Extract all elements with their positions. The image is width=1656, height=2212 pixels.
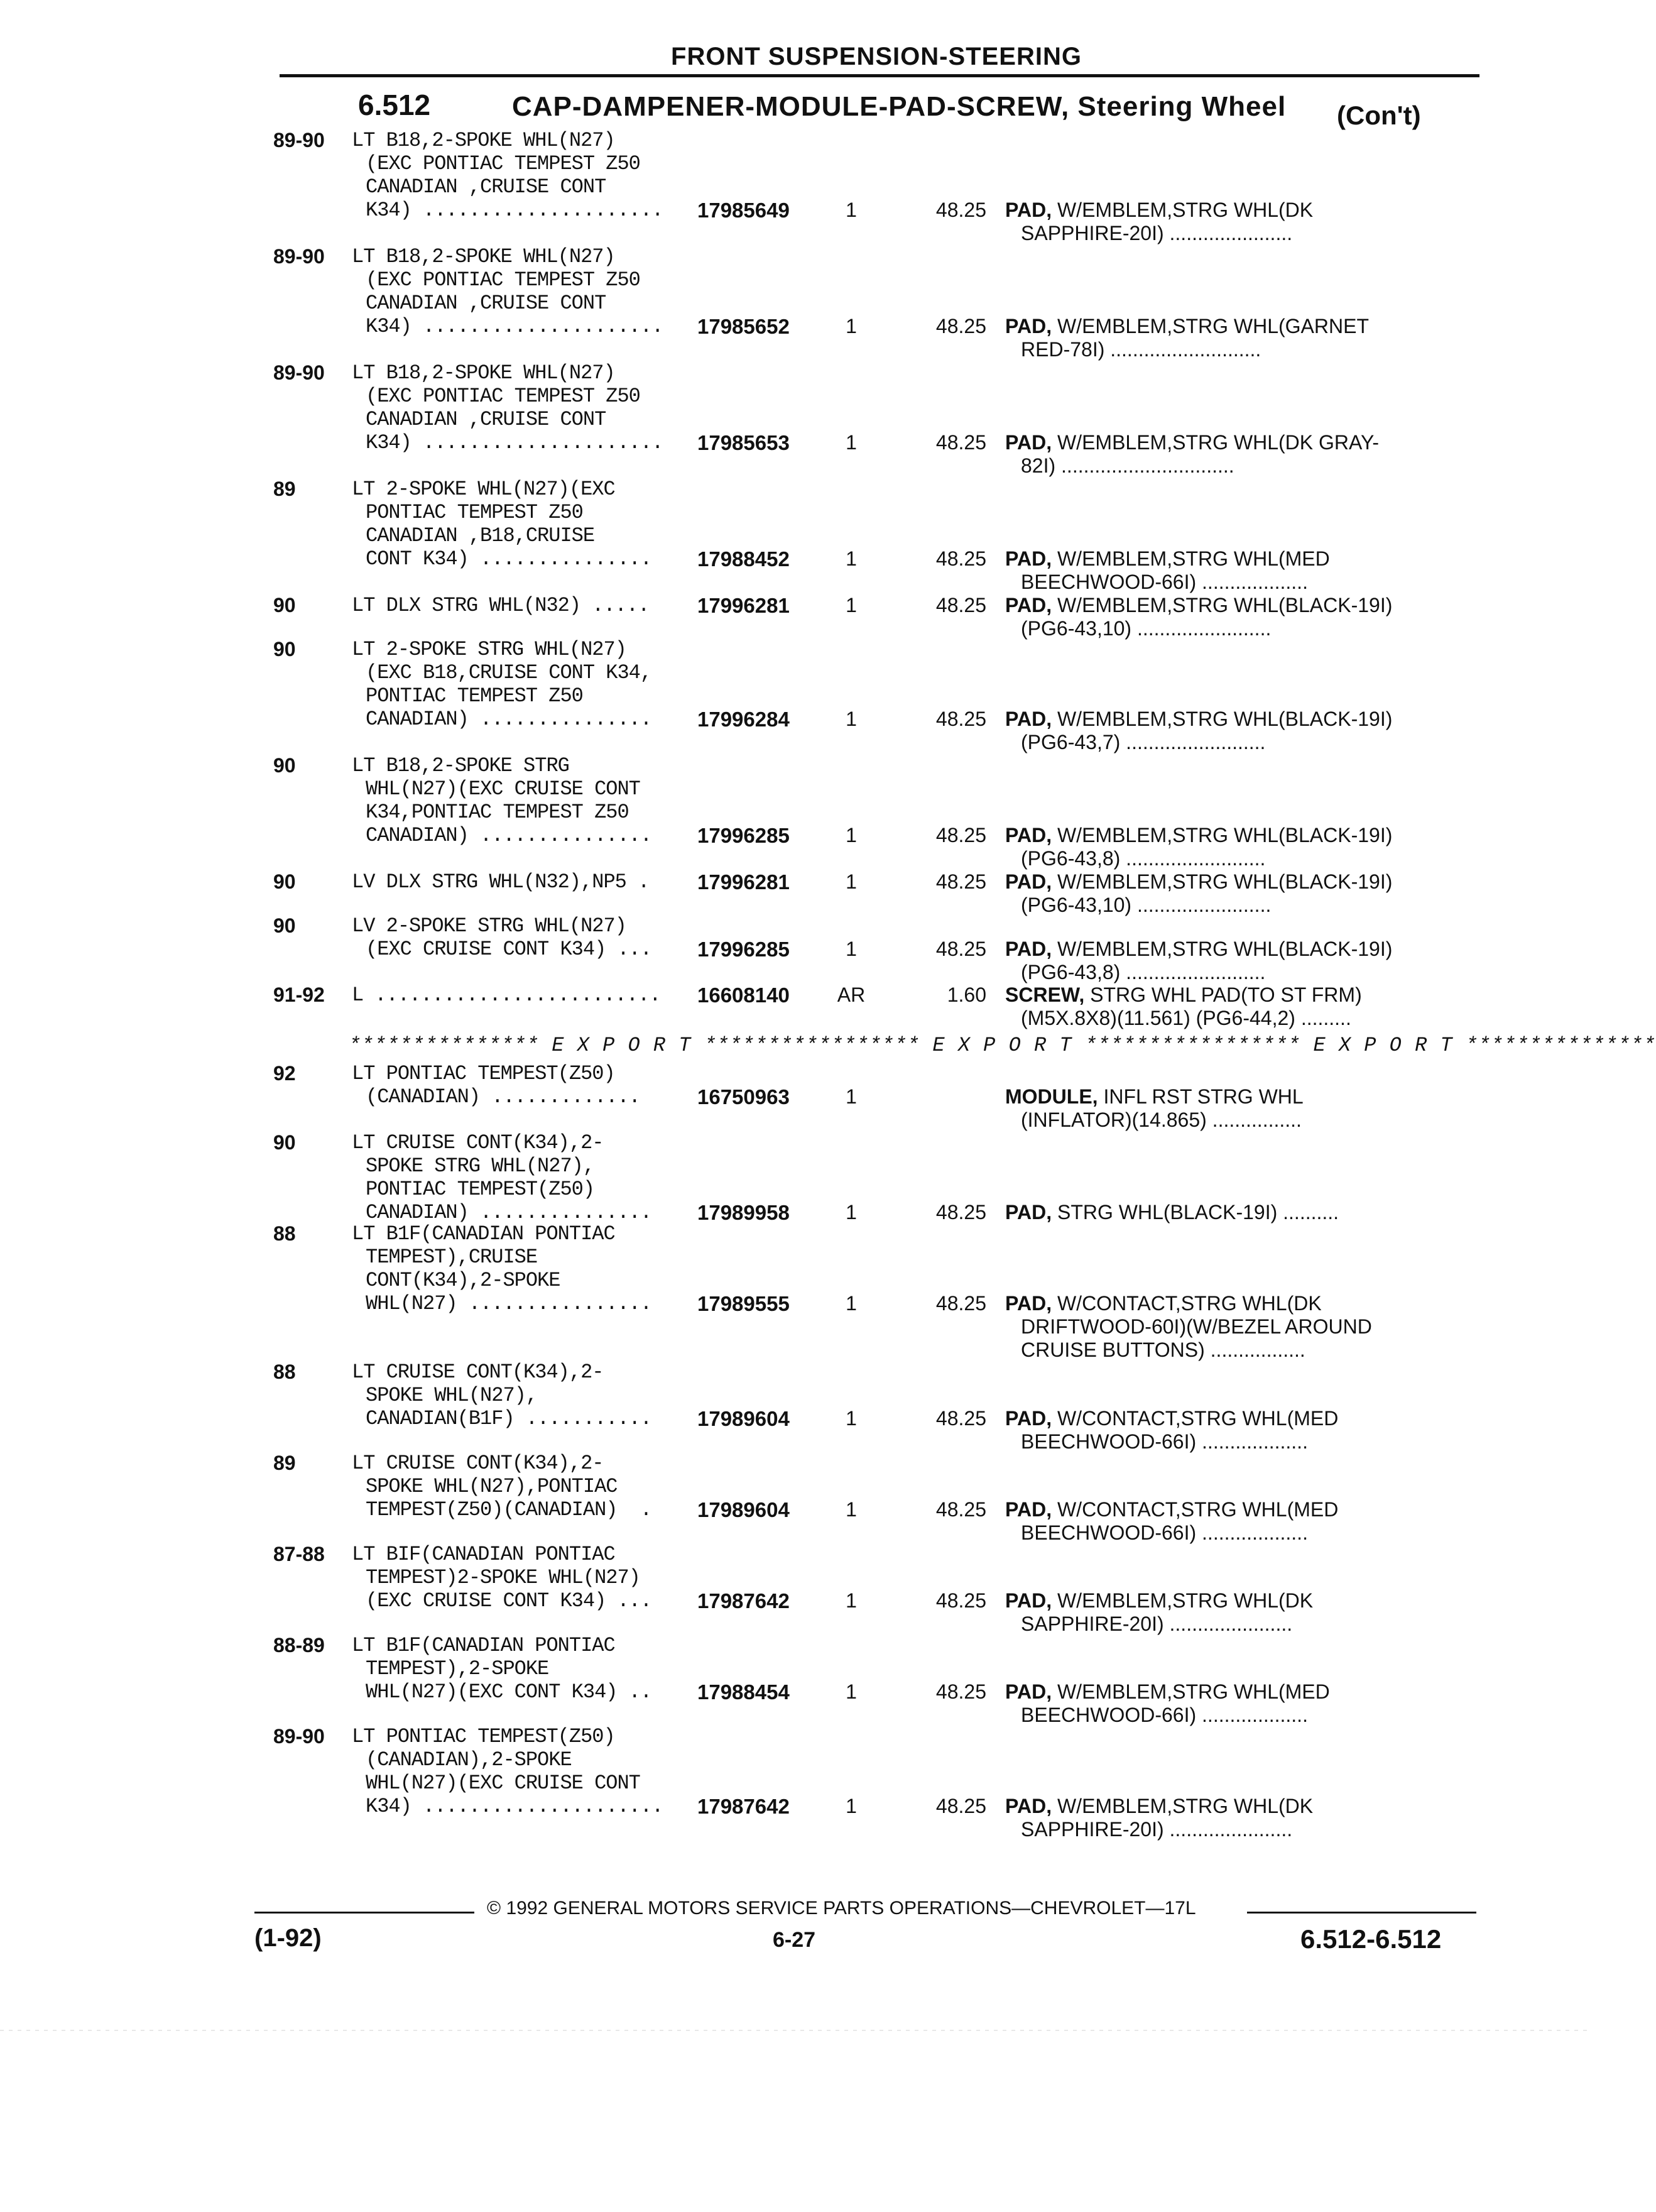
part-name-text: W/CONTACT,STRG WHL(MED (1057, 1407, 1339, 1430)
footer-page-number: 6-27 (773, 1928, 816, 1952)
description-line: LT BIF(CANADIAN PONTIAC (352, 1543, 615, 1566)
description-line: L ......................... (352, 983, 661, 1007)
part-name-line (1005, 983, 1470, 1007)
part-name-line (1005, 1589, 1470, 1612)
part-number: 17985653 (697, 431, 790, 454)
part-number: 17996281 (697, 594, 790, 617)
continued-label: (Con't) (1337, 101, 1421, 130)
price: 48.25 (935, 199, 986, 221)
description-line: (EXC PONTIAC TEMPEST Z50 (366, 268, 640, 292)
part-name-line (1005, 1407, 1470, 1430)
description-line: SPOKE WHL(N27),PONTIAC (366, 1475, 618, 1498)
section-title: CAP-DAMPENER-MODULE-PAD-SCREW, Steering Wheel (512, 91, 1287, 122)
part-name-line: (INFLATOR)(14.865) ................ (1021, 1109, 1302, 1131)
description-line: LT 2-SPOKE WHL(N27)(EXC (352, 478, 615, 501)
part-name-line: DRIFTWOOD-60I)(W/BEZEL AROUND (1021, 1315, 1372, 1338)
description-line: (EXC B18,CRUISE CONT K34, (366, 661, 652, 684)
part-name-text: W/CONTACT,STRG WHL(DK (1057, 1292, 1322, 1315)
entry-year: 88-89 (273, 1634, 325, 1656)
part-name-text: W/EMBLEM,STRG WHL(DK GRAY- (1057, 431, 1380, 454)
quantity: 1 (846, 1201, 857, 1224)
part-name (1005, 1498, 1470, 1545)
quantity: 1 (846, 1085, 857, 1108)
part-name-text: W/CONTACT,STRG WHL(MED (1057, 1498, 1339, 1521)
part-number: 17987642 (697, 1589, 790, 1612)
page-header-title: FRONT SUSPENSION-STEERING (671, 43, 1082, 70)
part-name-line: (PG6-43,10) ........................ (1021, 617, 1272, 640)
part-type: PAD, (1005, 431, 1052, 454)
part-name (1005, 824, 1470, 870)
entry-year: 90 (273, 914, 296, 937)
part-number: 17989604 (697, 1407, 790, 1430)
entry-description (352, 1634, 691, 1704)
part-name-text: W/EMBLEM,STRG WHL(BLACK-19I) (1057, 938, 1393, 960)
entry-description (352, 1062, 691, 1109)
entry-year: 89-90 (273, 1725, 325, 1748)
quantity: 1 (846, 824, 857, 846)
part-name-line (1005, 708, 1470, 731)
part-name (1005, 1407, 1470, 1454)
entry-year: 89-90 (273, 245, 325, 268)
entry-description (352, 1725, 691, 1818)
description-line: CANADIAN) ............... (366, 708, 652, 731)
part-name-line: BEECHWOOD-66I) ................... (1021, 1430, 1308, 1453)
part-type: PAD, (1005, 315, 1052, 337)
description-line: TEMPEST),CRUISE (366, 1246, 538, 1269)
entry-year: 88 (273, 1361, 296, 1383)
part-name-line: BEECHWOOD-66I) ................... (1021, 571, 1308, 593)
price: 48.25 (935, 870, 986, 893)
entry-year: 88 (273, 1222, 296, 1245)
part-name-text: W/EMBLEM,STRG WHL(BLACK-19I) (1057, 824, 1393, 846)
description-line: LT DLX STRG WHL(N32) ..... (352, 594, 650, 617)
part-number: 17996284 (697, 708, 790, 731)
description-line: CANADIAN) ............... (366, 824, 652, 847)
entry-description (352, 245, 691, 338)
price: 48.25 (935, 938, 986, 960)
part-name (1005, 1589, 1470, 1636)
price: 48.25 (935, 1680, 986, 1703)
description-line: K34) ..................... (366, 315, 663, 338)
part-type: PAD, (1005, 824, 1052, 846)
description-line: (CANADIAN) ............. (366, 1085, 640, 1109)
footer-section-range: 6.512-6.512 (1300, 1924, 1442, 1954)
part-name (1005, 870, 1470, 917)
entry-year: 89 (273, 478, 296, 500)
part-number: 17985649 (697, 199, 790, 222)
description-line: WHL(N27)(EXC CRUISE CONT (366, 1771, 640, 1795)
description-line: (EXC PONTIAC TEMPEST Z50 (366, 152, 640, 175)
part-name-line (1005, 824, 1470, 847)
entry-description (352, 870, 691, 894)
entry-description (352, 754, 691, 847)
part-number: 17996285 (697, 938, 790, 961)
part-name-text: W/EMBLEM,STRG WHL(BLACK-19I) (1057, 594, 1393, 616)
description-line: CANADIAN) ............... (366, 1201, 652, 1224)
part-name (1005, 1201, 1470, 1224)
quantity: 1 (846, 1407, 857, 1430)
part-name-line (1005, 1680, 1470, 1704)
footer-copyright: © 1992 GENERAL MOTORS SERVICE PARTS OPERATIONS—CHEVROLET—17L (487, 1898, 1196, 1919)
part-name-line (1005, 1292, 1470, 1315)
description-line: LT CRUISE CONT(K34),2- (352, 1361, 604, 1384)
part-name-line: SAPPHIRE-20I) ...................... (1021, 1818, 1293, 1841)
description-line: WHL(N27) ................ (366, 1292, 652, 1315)
description-line: K34) ..................... (366, 1795, 663, 1818)
description-line: TEMPEST)2-SPOKE WHL(N27) (366, 1566, 640, 1589)
entry-year: 90 (273, 1131, 296, 1154)
part-name-text: STRG WHL(BLACK-19I) .......... (1057, 1201, 1339, 1224)
quantity: 1 (846, 938, 857, 960)
description-line: LT PONTIAC TEMPEST(Z50) (352, 1725, 615, 1748)
description-line: CANADIAN ,CRUISE CONT (366, 292, 606, 315)
part-type: PAD, (1005, 1201, 1052, 1224)
part-type: PAD, (1005, 938, 1052, 960)
entry-description (352, 1543, 691, 1612)
quantity: 1 (846, 594, 857, 616)
description-line: WHL(N27)(EXC CONT K34) .. (366, 1680, 652, 1704)
description-line: WHL(N27)(EXC CRUISE CONT (366, 777, 640, 801)
description-line: SPOKE WHL(N27), (366, 1384, 538, 1407)
part-type: PAD, (1005, 1795, 1052, 1817)
price: 48.25 (935, 708, 986, 730)
part-type: PAD, (1005, 1498, 1052, 1521)
description-line: (EXC CRUISE CONT K34) ... (366, 938, 652, 961)
entry-description (352, 594, 691, 617)
description-line: CANADIAN ,B18,CRUISE (366, 524, 595, 547)
price: 48.25 (935, 315, 986, 337)
part-name-line (1005, 315, 1470, 338)
footer-rule-left (254, 1912, 474, 1914)
quantity: 1 (846, 1292, 857, 1315)
description-line: (EXC CRUISE CONT K34) ... (366, 1589, 652, 1612)
entry-year: 90 (273, 638, 296, 660)
part-name-line: SAPPHIRE-20I) ...................... (1021, 222, 1293, 244)
part-name-line (1005, 431, 1470, 454)
part-type: PAD, (1005, 199, 1052, 221)
entry-description (352, 1222, 691, 1315)
part-name-text: W/EMBLEM,STRG WHL(DK (1057, 1589, 1314, 1612)
price: 1.60 (947, 983, 986, 1006)
part-number: 17987642 (697, 1795, 790, 1818)
description-line: LT CRUISE CONT(K34),2- (352, 1452, 604, 1475)
price: 48.25 (935, 547, 986, 570)
part-name-text: STRG WHL PAD(TO ST FRM) (1090, 983, 1362, 1006)
part-name (1005, 1292, 1470, 1362)
part-name-line: (PG6-43,8) ......................... (1021, 847, 1266, 870)
description-line: LV 2-SPOKE STRG WHL(N27) (352, 914, 626, 938)
quantity: 1 (846, 1589, 857, 1612)
price: 48.25 (935, 1201, 986, 1224)
description-line: CANADIAN ,CRUISE CONT (366, 408, 606, 431)
description-line: LT CRUISE CONT(K34),2- (352, 1131, 604, 1154)
price: 48.25 (935, 1292, 986, 1315)
part-type: PAD, (1005, 1407, 1052, 1430)
export-band: *************** E X P O R T ***************** E X P O R T ***************** E X P O R T *************** (349, 1034, 1656, 1057)
description-line: TEMPEST),2-SPOKE (366, 1657, 549, 1680)
part-type: MODULE, (1005, 1085, 1098, 1108)
part-type: PAD, (1005, 870, 1052, 893)
entry-description (352, 983, 691, 1007)
part-name-line: SAPPHIRE-20I) ...................... (1021, 1612, 1293, 1635)
entry-description (352, 1452, 691, 1521)
part-name-line: (PG6-43,8) ......................... (1021, 961, 1266, 983)
part-name (1005, 1795, 1470, 1841)
part-name (1005, 547, 1470, 594)
entry-year: 90 (273, 594, 296, 616)
entry-description (352, 361, 691, 454)
entry-description (352, 1131, 691, 1224)
entry-description (352, 1361, 691, 1430)
part-name-text: W/EMBLEM,STRG WHL(MED (1057, 1680, 1330, 1703)
description-line: LT B18,2-SPOKE STRG (352, 754, 569, 777)
description-line: K34) ..................... (366, 199, 663, 222)
entry-description (352, 914, 691, 961)
part-name-line: (M5X.8X8)(11.561) (PG6-44,2) ......... (1021, 1007, 1351, 1029)
part-name (1005, 199, 1470, 245)
quantity: 1 (846, 315, 857, 337)
entry-year: 90 (273, 754, 296, 777)
quantity: 1 (846, 708, 857, 730)
part-name-line (1005, 199, 1470, 222)
entry-year: 89-90 (273, 129, 325, 151)
part-name-line: (PG6-43,10) ........................ (1021, 894, 1272, 916)
entry-year: 89-90 (273, 361, 325, 384)
entry-year: 90 (273, 870, 296, 893)
part-name-line (1005, 1201, 1470, 1224)
part-number: 17996285 (697, 824, 790, 847)
section-number: 6.512 (358, 89, 431, 121)
description-line: (EXC PONTIAC TEMPEST Z50 (366, 385, 640, 408)
entry-description (352, 478, 691, 571)
entry-description (352, 129, 691, 222)
description-line: LV DLX STRG WHL(N32),NP5 . (352, 870, 650, 894)
part-name-line (1005, 1085, 1470, 1109)
part-name (1005, 708, 1470, 754)
price: 48.25 (935, 594, 986, 616)
part-name-line (1005, 1498, 1470, 1521)
quantity: 1 (846, 1680, 857, 1703)
part-name (1005, 938, 1470, 984)
part-number: 16608140 (697, 983, 790, 1007)
part-number: 17989958 (697, 1201, 790, 1224)
part-name-line: (PG6-43,7) ......................... (1021, 731, 1266, 753)
part-name-text: INFL RST STRG WHL (1103, 1085, 1304, 1108)
part-name (1005, 1680, 1470, 1727)
price: 48.25 (935, 1498, 986, 1521)
description-line: (CANADIAN),2-SPOKE (366, 1748, 572, 1771)
description-line: PONTIAC TEMPEST(Z50) (366, 1178, 595, 1201)
description-line: LT 2-SPOKE STRG WHL(N27) (352, 638, 626, 661)
quantity: 1 (846, 1795, 857, 1817)
price: 48.25 (935, 431, 986, 454)
part-name-line: RED-78I) ........................... (1021, 338, 1261, 361)
description-line: LT B18,2-SPOKE WHL(N27) (352, 129, 615, 152)
part-name (1005, 1085, 1470, 1132)
description-line: K34,PONTIAC TEMPEST Z50 (366, 801, 629, 824)
part-type: PAD, (1005, 1680, 1052, 1703)
entry-year: 91-92 (273, 983, 325, 1006)
part-name-line (1005, 870, 1470, 894)
entry-year: 87-88 (273, 1543, 325, 1565)
part-name-line: 82I) ............................... (1021, 454, 1234, 477)
part-name-line: BEECHWOOD-66I) ................... (1021, 1521, 1308, 1544)
part-number: 17989604 (697, 1498, 790, 1521)
part-name-line: CRUISE BUTTONS) ................. (1021, 1339, 1305, 1361)
part-type: PAD, (1005, 1589, 1052, 1612)
header-rule (280, 74, 1479, 77)
description-line: LT B1F(CANADIAN PONTIAC (352, 1634, 615, 1657)
description-line: LT PONTIAC TEMPEST(Z50) (352, 1062, 615, 1085)
entry-year: 92 (273, 1062, 296, 1085)
part-name (1005, 431, 1470, 478)
description-line: LT B1F(CANADIAN PONTIAC (352, 1222, 615, 1246)
part-name-text: W/EMBLEM,STRG WHL(DK (1057, 199, 1314, 221)
description-line: CANADIAN ,CRUISE CONT (366, 175, 606, 199)
part-name-text: W/EMBLEM,STRG WHL(BLACK-19I) (1057, 870, 1393, 893)
part-name-text: W/EMBLEM,STRG WHL(MED (1057, 547, 1330, 570)
part-type: SCREW, (1005, 983, 1085, 1006)
quantity: 1 (846, 431, 857, 454)
description-line: TEMPEST(Z50)(CANADIAN) . (366, 1498, 652, 1521)
scan-artifact (0, 2030, 1588, 2031)
part-type: PAD, (1005, 1292, 1052, 1315)
part-number: 17989555 (697, 1292, 790, 1315)
entry-year: 89 (273, 1452, 296, 1474)
part-name-line (1005, 547, 1470, 571)
description-line: K34) ..................... (366, 431, 663, 454)
description-line: CANADIAN(B1F) ........... (366, 1407, 652, 1430)
quantity: 1 (846, 199, 857, 221)
description-line: LT B18,2-SPOKE WHL(N27) (352, 245, 615, 268)
description-line: CONT(K34),2-SPOKE (366, 1269, 560, 1292)
description-line: SPOKE STRG WHL(N27), (366, 1154, 595, 1178)
description-line: PONTIAC TEMPEST Z50 (366, 501, 583, 524)
part-name (1005, 315, 1470, 361)
part-name-text: W/EMBLEM,STRG WHL(GARNET (1057, 315, 1369, 337)
part-number: 17996281 (697, 870, 790, 894)
entry-description (352, 638, 691, 731)
part-name (1005, 983, 1470, 1030)
part-number: 16750963 (697, 1085, 790, 1109)
part-name-line (1005, 1795, 1470, 1818)
quantity: 1 (846, 547, 857, 570)
part-number: 17985652 (697, 315, 790, 338)
part-type: PAD, (1005, 547, 1052, 570)
part-number: 17988454 (697, 1680, 790, 1704)
part-name-line (1005, 938, 1470, 961)
quantity: 1 (846, 870, 857, 893)
part-name-text: W/EMBLEM,STRG WHL(BLACK-19I) (1057, 708, 1393, 730)
quantity: 1 (846, 1498, 857, 1521)
price: 48.25 (935, 1407, 986, 1430)
part-name-line: BEECHWOOD-66I) ................... (1021, 1704, 1308, 1726)
footer-date: (1-92) (254, 1924, 322, 1952)
part-type: PAD, (1005, 708, 1052, 730)
description-line: CONT K34) ............... (366, 547, 652, 571)
part-name-line (1005, 594, 1470, 617)
price: 48.25 (935, 824, 986, 846)
part-name (1005, 594, 1470, 640)
part-number: 17988452 (697, 547, 790, 571)
part-name-text: W/EMBLEM,STRG WHL(DK (1057, 1795, 1314, 1817)
price: 48.25 (935, 1589, 986, 1612)
price: 48.25 (935, 1795, 986, 1817)
footer-rule-right (1247, 1912, 1476, 1914)
description-line: PONTIAC TEMPEST Z50 (366, 684, 583, 708)
description-line: LT B18,2-SPOKE WHL(N27) (352, 361, 615, 385)
part-type: PAD, (1005, 594, 1052, 616)
quantity: AR (837, 983, 866, 1006)
